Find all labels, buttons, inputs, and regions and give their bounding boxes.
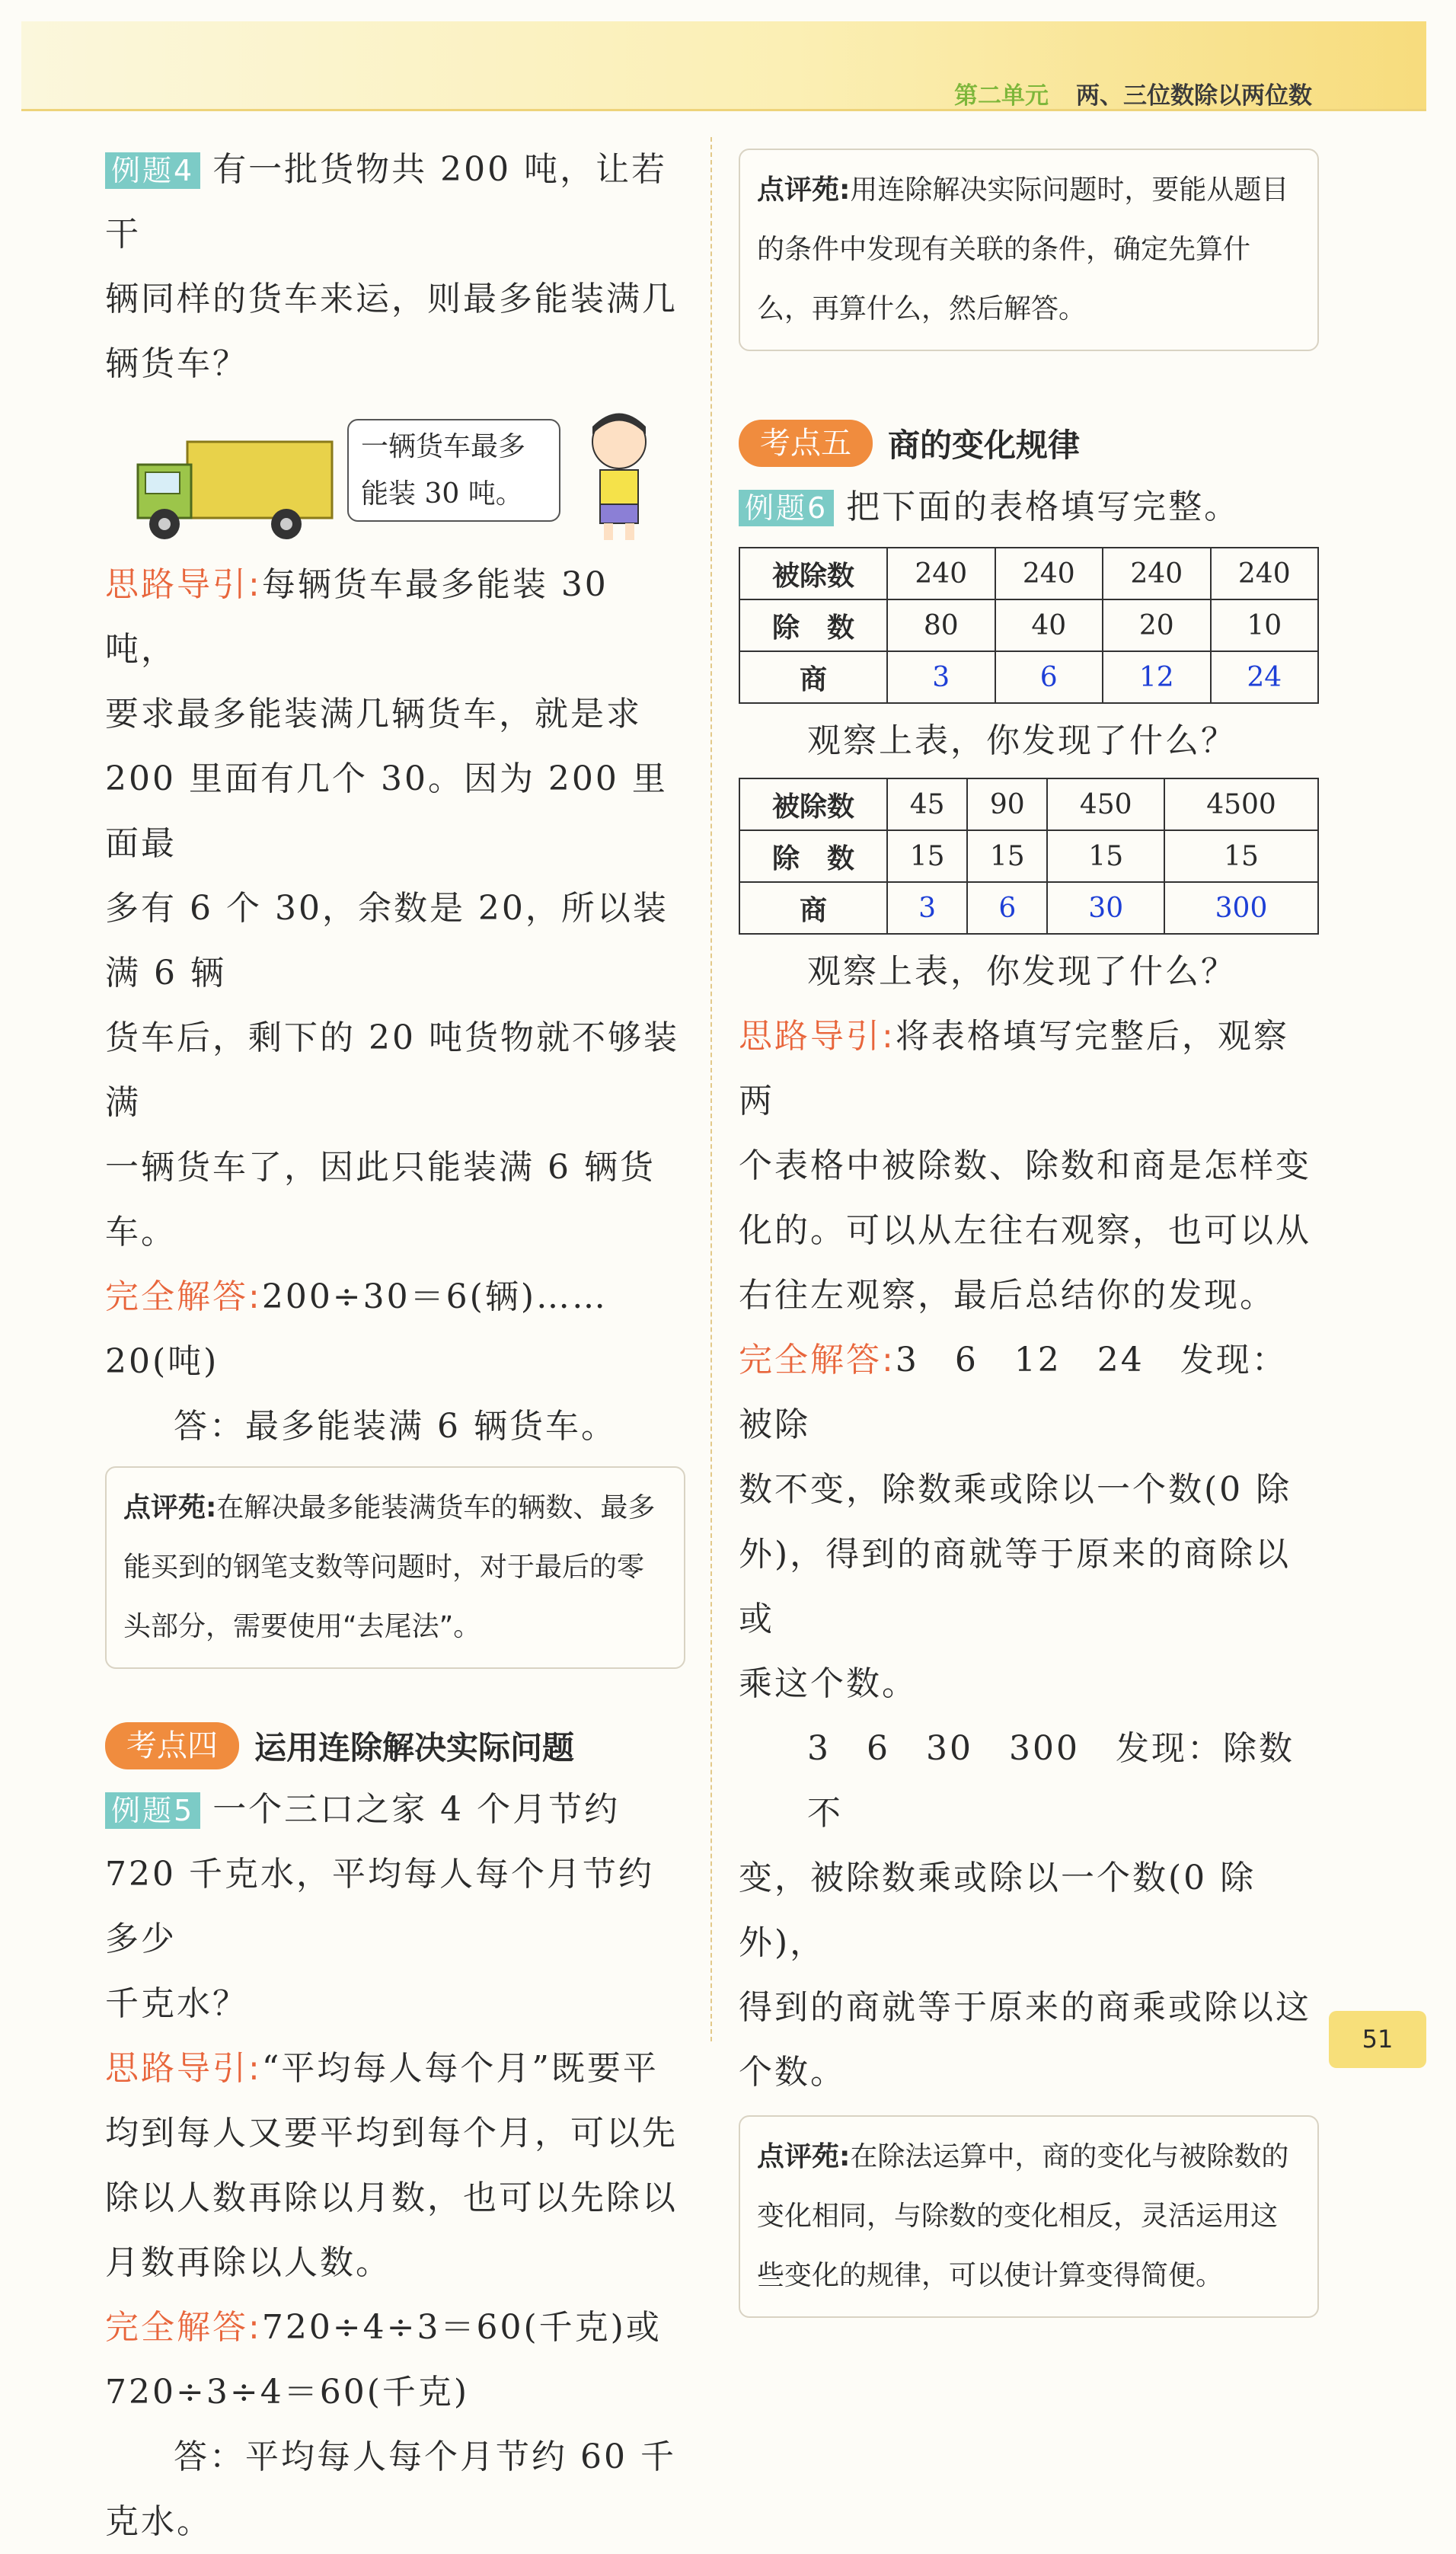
- ex6-solution7: 得到的商就等于原来的商乘或除以这: [739, 1988, 1311, 2027]
- ex4-line3: 辆货车？: [105, 344, 248, 383]
- kp4-tag: 考点四: [105, 1722, 239, 1769]
- ex4-hint2: 要求最多能装满几辆货车，就是求: [105, 695, 642, 734]
- ex6-hint1: [739, 1004, 1319, 1133]
- table-cell: 300: [1164, 882, 1318, 934]
- ex6-tag: 例题6: [739, 490, 834, 526]
- truck-icon: [134, 434, 340, 548]
- ex6-table1: [739, 547, 1319, 704]
- ex4-hint6: 一辆货车了，因此只能装满 6 辆货车。: [105, 1148, 656, 1251]
- table-header: 被除数: [739, 548, 887, 599]
- ex6-sol-text1: 3 6 12 24 发现：被除: [739, 1341, 1288, 1444]
- ex4-line1: [105, 137, 685, 267]
- ex6-table2: [739, 778, 1319, 935]
- ex4-answer: 答：最多能装满 6 辆货车。: [174, 1407, 617, 1446]
- table-cell: 4500: [1164, 778, 1318, 830]
- ex5-note-text: 用连除解决实际问题时，要能从题目的条件中发现有关联的条件，确定先算什么，再算什么，然后解答。: [757, 174, 1289, 324]
- kp4-heading: [105, 1722, 685, 1769]
- table-cell: 80: [887, 599, 995, 651]
- table-header: 除 数: [739, 599, 887, 651]
- ex6-solution5: 3 6 30 300 发现：除数不: [807, 1729, 1295, 1833]
- ex5-note-label: 点评苑:: [757, 174, 851, 206]
- table-cell: 240: [995, 548, 1103, 599]
- ex5-sol-label: 完全解答:: [105, 2308, 262, 2347]
- kp5-tag: 考点五: [739, 420, 873, 467]
- table-cell: 6: [995, 651, 1103, 703]
- table-cell: 45: [887, 778, 967, 830]
- right-column: [739, 149, 1319, 2318]
- ex4-tag: 例题4: [105, 152, 200, 189]
- table-cell: 240: [1103, 548, 1211, 599]
- ex5-line3: 千克水？: [105, 1984, 248, 2023]
- ex6-note: [739, 2115, 1319, 2318]
- table-header: 被除数: [739, 778, 887, 830]
- table-cell: 15: [967, 830, 1047, 882]
- ex4-hint1: [105, 552, 685, 682]
- table-row: [739, 651, 1318, 703]
- ex5-hint1: [105, 2036, 685, 2101]
- ex5-answer1: 答：平均每人每个月节约 60 千: [174, 2437, 676, 2476]
- ex4-note-text: 在解决最多能装满货车的辆数、最多能买到的钢笔支数等问题时，对于最后的零头部分，需要使用“去尾法”。: [123, 1492, 656, 1642]
- ex5-answer2: 克水。: [105, 2502, 212, 2541]
- page-number: 51: [1329, 2011, 1426, 2068]
- table-cell: 30: [1047, 882, 1164, 934]
- table-row: [739, 830, 1318, 882]
- ex6-hint-text1: 将表格填写完整后，观察两: [739, 1017, 1289, 1120]
- table-cell: 90: [967, 778, 1047, 830]
- table-cell: 15: [1164, 830, 1318, 882]
- ex5-note: [739, 149, 1319, 351]
- table-cell: 6: [967, 882, 1047, 934]
- table-row: [739, 778, 1318, 830]
- table-cell: 15: [887, 830, 967, 882]
- header-text: [954, 76, 1312, 110]
- ex5-tag: 例题5: [105, 1792, 200, 1829]
- ex5-hint-label: 思路导引:: [105, 2049, 262, 2088]
- table-header: 商: [739, 651, 887, 703]
- table-header: 商: [739, 882, 887, 934]
- speech-bubble: [347, 419, 560, 522]
- ex6-note-label: 点评苑:: [757, 2141, 851, 2172]
- ex5-text1: 一个三口之家 4 个月节约: [212, 1790, 621, 1829]
- ex5-solution2: 720÷3÷4＝60(千克): [105, 2373, 470, 2412]
- table-cell: 20: [1103, 599, 1211, 651]
- ex6-solution8: 个数。: [739, 2053, 846, 2092]
- ex4-hint3: 200 里面有几个 30。因为 200 里面最: [105, 759, 668, 863]
- table-cell: 10: [1211, 599, 1319, 651]
- ex6-observe1: 观察上表，你发现了什么？: [807, 721, 1237, 760]
- ex4-solution: [105, 1264, 685, 1394]
- table-cell: 15: [1047, 830, 1164, 882]
- child-icon: [577, 408, 661, 545]
- table-cell: 24: [1211, 651, 1319, 703]
- ex6-hint-label: 思路导引:: [739, 1017, 896, 1056]
- ex6-text1: 把下面的表格填写完整。: [846, 487, 1240, 526]
- ex6-solution4: 乘这个数。: [739, 1664, 918, 1703]
- ex4-hint-label: 思路导引:: [105, 565, 262, 604]
- table-row: [739, 882, 1318, 934]
- ex5-sol-text1: 720÷4÷3＝60(千克)或: [261, 2308, 662, 2347]
- truck-illustration: [105, 396, 685, 552]
- ex5-hint-text1: “平均每人每个月”既要平: [261, 2049, 659, 2088]
- ex4-note-label: 点评苑:: [123, 1492, 217, 1523]
- ex4-hint5: 货车后，剩下的 20 吨货物就不够装满: [105, 1018, 679, 1122]
- ex6-line1: [739, 475, 1319, 539]
- ex4-hint-text1: 每辆货车最多能装 30 吨，: [105, 565, 608, 669]
- kp4-title: 运用连除解决实际问题: [254, 1729, 575, 1766]
- ex5-hint3: 除以人数再除以月数，也可以先除以: [105, 2178, 678, 2217]
- table-cell: 240: [1211, 548, 1319, 599]
- table-cell: 40: [995, 599, 1103, 651]
- table-cell: 12: [1103, 651, 1211, 703]
- table-cell: 3: [887, 882, 967, 934]
- ex6-note-text: 在除法运算中，商的变化与被除数的变化相同，与除数的变化相反，灵活运用这些变化的规律，可以使计算变得简便。: [757, 2141, 1289, 2291]
- ex5-line1: [105, 1777, 685, 1842]
- kp5-title: 商的变化规律: [888, 427, 1081, 464]
- ex6-hint3: 化的。可以从左往右观察，也可以从: [739, 1211, 1311, 1250]
- table-row: [739, 599, 1318, 651]
- table-cell: 3: [887, 651, 995, 703]
- unit-label: 第二单元: [954, 82, 1049, 110]
- ex4-sol-text: 200÷30＝6(辆)……20(吨): [105, 1277, 608, 1381]
- ex4-note: [105, 1466, 685, 1669]
- left-column: [105, 137, 685, 2554]
- ex6-hint4: 右往左观察，最后总结你的发现。: [739, 1276, 1276, 1315]
- column-divider: [710, 137, 712, 2041]
- ex6-solution1: [739, 1328, 1319, 1457]
- table-row: [739, 548, 1318, 599]
- table-cell: 450: [1047, 778, 1164, 830]
- ex5-line2: 720 千克水，平均每人每个月节约多少: [105, 1855, 654, 1958]
- ex6-solution2: 数不变，除数乘或除以一个数(0 除: [739, 1470, 1292, 1509]
- ex6-solution3: 外)，得到的商就等于原来的商除以或: [739, 1535, 1292, 1638]
- ex6-sol-label: 完全解答:: [739, 1341, 896, 1379]
- table-header: 除 数: [739, 830, 887, 882]
- ex5-hint2: 均到每人又要平均到每个月，可以先: [105, 2114, 678, 2153]
- kp5-heading: [739, 420, 1319, 467]
- ex5-solution1: [105, 2295, 685, 2360]
- table-cell: 240: [887, 548, 995, 599]
- ex4-sol-label: 完全解答:: [105, 1277, 262, 1316]
- unit-title: 两、三位数除以两位数: [1076, 82, 1312, 110]
- page-header: [21, 21, 1426, 111]
- ex6-hint2: 个表格中被除数、除数和商是怎样变: [739, 1146, 1311, 1185]
- ex4-hint4: 多有 6 个 30，余数是 20，所以装满 6 辆: [105, 889, 669, 993]
- bubble-line2: 能装 30 吨。: [361, 478, 523, 510]
- bubble-line1: 一辆货车最多: [361, 431, 526, 462]
- ex5-hint4: 月数再除以人数。: [105, 2243, 391, 2282]
- ex4-line2: 辆同样的货车来运，则最多能装满几: [105, 280, 678, 318]
- ex6-observe2: 观察上表，你发现了什么？: [807, 952, 1237, 991]
- ex6-solution6: 变，被除数乘或除以一个数(0 除外)，: [739, 1859, 1256, 1962]
- ex4-text1: 有一批货物共 200 吨，让若干: [105, 150, 668, 254]
